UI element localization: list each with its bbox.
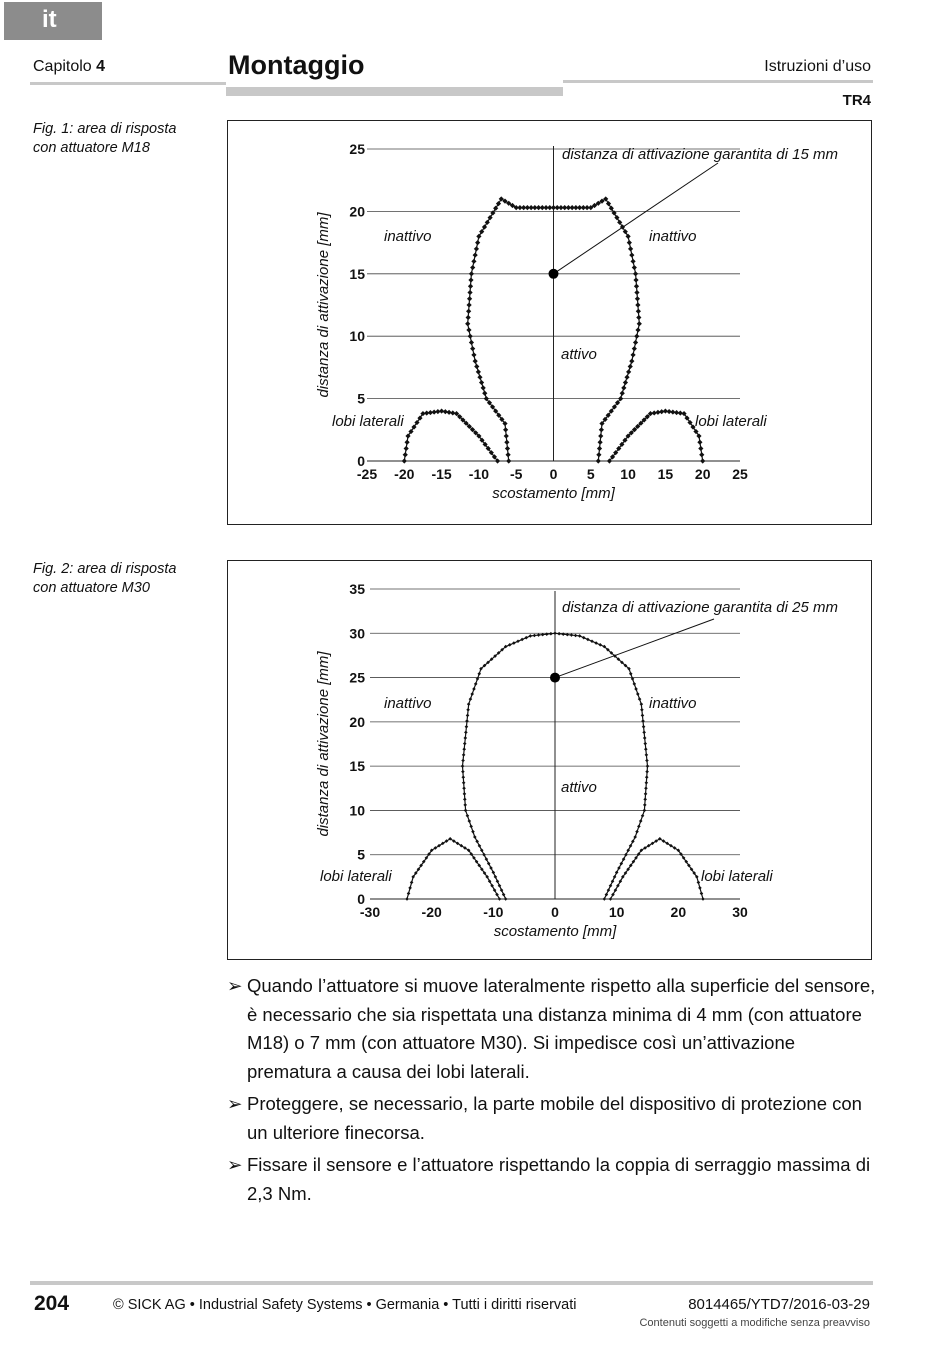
side-lobes-label: lobi laterali: [332, 413, 404, 430]
data-point: [632, 346, 637, 351]
data-point: [462, 753, 466, 757]
data-point: [533, 634, 537, 638]
data-point: [639, 819, 643, 823]
data-point: [467, 819, 471, 823]
data-point: [553, 631, 557, 635]
data-point: [633, 340, 638, 345]
arrow-bullet-icon: ➢: [227, 1154, 243, 1175]
data-point: [697, 881, 701, 885]
x-tick-label: 10: [620, 466, 636, 482]
data-point: [506, 452, 511, 457]
data-point: [598, 440, 603, 445]
data-point: [471, 352, 476, 357]
data-point: [700, 458, 705, 463]
data-point: [698, 886, 702, 890]
data-point: [629, 252, 634, 257]
data-point: [621, 385, 626, 390]
data-point: [465, 725, 469, 729]
data-point: [479, 380, 484, 385]
data-point: [645, 759, 649, 763]
data-point: [636, 315, 641, 320]
x-tick-label: -30: [359, 904, 381, 920]
chapter-label: Capitolo 4: [33, 58, 106, 75]
data-point: [620, 391, 625, 396]
data-point: [642, 725, 646, 729]
data-point: [404, 446, 409, 451]
x-tick-label: -10: [483, 904, 504, 920]
data-point: [482, 391, 487, 396]
data-point: [461, 775, 465, 779]
data-point: [599, 427, 604, 432]
data-point: [633, 271, 638, 276]
data-point: [462, 786, 466, 790]
data-point: [699, 452, 704, 457]
x-tick-label: 5: [586, 466, 595, 482]
data-point: [405, 897, 409, 901]
data-point: [463, 798, 467, 802]
data-point: [635, 830, 639, 834]
data-point: [462, 747, 466, 751]
data-point: [634, 284, 639, 289]
data-point: [590, 639, 594, 643]
data-point: [632, 265, 637, 270]
x-tick-label: 10: [608, 904, 625, 920]
y-tick-label: 0: [357, 891, 365, 907]
data-point: [644, 792, 648, 796]
y-axis-title: distanza di attivazione [mm]: [315, 212, 332, 398]
data-point: [508, 643, 512, 647]
data-point: [632, 682, 636, 686]
data-point: [464, 731, 468, 735]
data-point: [469, 825, 473, 829]
figure-2-caption: Fig. 2: area di risposta con attuatore M30: [33, 561, 177, 596]
annotation-leader-line: [555, 619, 714, 678]
y-tick-label: 25: [349, 141, 365, 157]
data-point: [469, 340, 474, 345]
y-tick-label: 0: [357, 453, 365, 469]
data-point: [644, 747, 648, 751]
data-point: [643, 798, 647, 802]
guaranteed-distance-label: distanza di attivazione garantita di 15 mm: [562, 146, 838, 163]
data-point: [640, 702, 644, 706]
chapter-number: 4: [96, 58, 106, 75]
page-number: 204: [34, 1292, 70, 1315]
data-point: [505, 446, 510, 451]
data-point: [617, 220, 622, 225]
y-tick-label: 5: [357, 846, 365, 863]
data-point: [637, 825, 641, 829]
y-tick-label: 35: [349, 581, 365, 597]
data-point: [466, 714, 470, 718]
data-point: [697, 440, 702, 445]
data-point: [464, 809, 468, 813]
data-point: [524, 636, 528, 640]
data-point: [477, 375, 482, 380]
data-point: [476, 369, 481, 374]
header-rule-right: [563, 80, 873, 83]
data-point: [485, 220, 490, 225]
data-point: [645, 781, 649, 785]
guaranteed-distance-point: [550, 673, 560, 683]
instruction-list: [227, 972, 877, 1212]
data-point: [574, 634, 578, 638]
data-point: [463, 742, 467, 746]
data-point: [474, 246, 479, 251]
data-point: [641, 719, 645, 723]
header-rule-left: [30, 82, 226, 85]
data-point: [637, 321, 642, 326]
disclaimer: Contenuti soggetti a modifiche senza preavviso: [639, 1317, 870, 1329]
data-point: [633, 277, 638, 282]
data-point: [471, 259, 476, 264]
inactive-label: inattivo: [384, 228, 432, 245]
x-tick-label: 20: [694, 466, 711, 482]
data-point: [404, 440, 409, 445]
data-point: [482, 224, 487, 229]
data-point: [634, 290, 639, 295]
annotation-leader-line: [554, 163, 719, 274]
y-tick-label: 15: [349, 265, 365, 282]
data-point: [643, 742, 647, 746]
data-point: [467, 702, 471, 706]
data-point: [611, 879, 615, 883]
header-rule-middle: [226, 87, 563, 96]
figure-1-chart: [228, 121, 871, 524]
y-tick-label: 15: [349, 758, 365, 775]
data-point: [586, 638, 590, 642]
data-point: [635, 327, 640, 332]
data-point: [634, 687, 638, 691]
data-point: [641, 814, 645, 818]
data-point: [603, 897, 607, 901]
y-tick-label: 25: [349, 669, 365, 686]
data-point: [609, 206, 614, 211]
data-point: [644, 786, 648, 790]
data-point: [506, 458, 511, 463]
data-point: [636, 692, 640, 696]
guaranteed-distance-point: [549, 269, 559, 279]
data-point: [468, 334, 473, 339]
data-point: [471, 830, 475, 834]
x-tick-label: -15: [431, 466, 452, 482]
x-axis-title: scostamento [mm]: [492, 485, 615, 502]
data-point: [475, 240, 480, 245]
data-point: [470, 346, 475, 351]
document-type: Istruzioni d’uso: [764, 58, 871, 75]
instruction-item: ➢ Proteggere, se necessario, la parte mobile del dispositivo di protezione con un ulteriore finecorsa.: [227, 1090, 877, 1147]
data-point: [629, 672, 633, 676]
data-point: [596, 452, 601, 457]
data-point: [614, 215, 619, 220]
instruction-item: ➢ Quando l’attuatore si muove lateralmente rispetto alla superficie del sensore, è necessario che sia rispettata una distanza minima di 4 mm (con attuatore M18) o 7 mm (con attuatore M30). Si impedisce così un’attivazione prematura a causa dei lobi laterali.: [227, 972, 877, 1086]
page-title: Montaggio: [228, 50, 365, 80]
data-point: [570, 633, 574, 637]
data-point: [461, 759, 465, 763]
data-point: [636, 309, 641, 314]
data-point: [504, 440, 509, 445]
x-tick-label: -20: [421, 904, 442, 920]
x-tick-label: -5: [509, 466, 523, 482]
data-point: [646, 764, 650, 768]
instruction-item: ➢ Fissare il sensore e l’attuatore rispettando la coppia di serraggio massima di 2,3 Nm.: [227, 1151, 877, 1208]
x-tick-label: -20: [394, 466, 415, 482]
data-point: [493, 206, 498, 211]
data-point: [624, 375, 629, 380]
data-point: [461, 770, 465, 774]
y-tick-label: 10: [349, 328, 365, 345]
copyright: © SICK AG • Industrial Safety Systems • Germania • Tutti i diritti riservati: [113, 1297, 577, 1313]
data-point: [537, 633, 541, 637]
data-point: [466, 708, 470, 712]
data-point: [466, 315, 471, 320]
data-point: [407, 892, 411, 896]
side-lobes-label: lobi laterali: [320, 868, 392, 885]
data-point: [582, 636, 586, 640]
data-point: [643, 736, 647, 740]
data-point: [477, 672, 481, 676]
y-tick-label: 10: [349, 802, 365, 819]
y-tick-label: 5: [357, 390, 365, 407]
data-point: [474, 364, 479, 369]
data-point: [626, 369, 631, 374]
data-point: [642, 731, 646, 735]
data-point: [466, 309, 471, 314]
data-point: [641, 714, 645, 718]
data-point: [628, 246, 633, 251]
document-code: 8014465/YTD7/2016-03-29: [688, 1296, 870, 1313]
data-point: [463, 792, 467, 796]
data-point: [635, 302, 640, 307]
data-point: [626, 234, 631, 239]
language-label: it: [42, 6, 57, 33]
data-point: [470, 265, 475, 270]
y-tick-label: 30: [349, 625, 365, 642]
data-point: [516, 639, 520, 643]
data-point: [402, 458, 407, 463]
x-tick-label: 0: [551, 904, 559, 920]
data-point: [474, 682, 478, 686]
data-point: [629, 359, 634, 364]
data-point: [467, 302, 472, 307]
series-line: [611, 839, 704, 899]
inactive-label: inattivo: [649, 695, 697, 712]
data-point: [467, 290, 472, 295]
data-point: [606, 201, 611, 206]
data-point: [463, 803, 467, 807]
data-point: [623, 380, 628, 385]
data-point: [578, 634, 582, 638]
figure-1-caption: Fig. 1: area di risposta con attuatore M18: [33, 121, 177, 156]
figure-2-frame: [227, 560, 872, 960]
x-tick-label: 30: [732, 904, 748, 920]
active-label: attivo: [561, 779, 597, 796]
data-point: [634, 334, 639, 339]
data-point: [623, 229, 628, 234]
data-point: [512, 641, 516, 645]
y-tick-label: 20: [349, 203, 365, 220]
y-tick-label: 20: [349, 713, 365, 730]
data-point: [638, 697, 642, 701]
figure-1-frame: [227, 120, 872, 525]
data-point: [609, 884, 613, 888]
x-tick-label: -25: [356, 466, 378, 482]
x-tick-label: -10: [468, 466, 490, 482]
active-label: attivo: [561, 346, 597, 363]
data-point: [598, 643, 602, 647]
data-point: [466, 327, 471, 332]
data-point: [597, 446, 602, 451]
data-point: [643, 809, 647, 813]
data-point: [628, 364, 633, 369]
data-point: [700, 892, 704, 896]
language-tab: [4, 2, 102, 40]
data-point: [598, 433, 603, 438]
guaranteed-distance-label: distanza di attivazione garantita di 25 mm: [562, 599, 838, 616]
x-tick-label: 15: [657, 466, 674, 482]
data-point: [473, 252, 478, 257]
product-name: TR4: [842, 92, 871, 109]
footer-rule: [30, 1281, 873, 1285]
data-point: [630, 259, 635, 264]
data-point: [643, 803, 647, 807]
data-point: [498, 884, 502, 888]
data-point: [503, 427, 508, 432]
data-point: [520, 638, 524, 642]
data-point: [504, 897, 508, 901]
data-point: [461, 764, 465, 768]
data-point: [698, 446, 703, 451]
data-point: [645, 770, 649, 774]
data-point: [529, 634, 533, 638]
side-lobes-label: lobi laterali: [695, 413, 767, 430]
data-point: [468, 277, 473, 282]
data-point: [466, 814, 470, 818]
series-line: [407, 839, 500, 899]
data-point: [408, 886, 412, 890]
data-point: [468, 284, 473, 289]
data-point: [549, 632, 553, 636]
data-point: [403, 452, 408, 457]
data-point: [481, 385, 486, 390]
inactive-label: inattivo: [649, 228, 697, 245]
data-point: [472, 687, 476, 691]
data-point: [557, 632, 561, 636]
arrow-bullet-icon: ➢: [227, 1093, 243, 1114]
data-point: [596, 458, 601, 463]
data-point: [496, 201, 501, 206]
y-axis-title: distanza di attivazione [mm]: [315, 651, 332, 837]
data-point: [465, 321, 470, 326]
arrow-bullet-icon: ➢: [227, 975, 243, 996]
data-point: [645, 753, 649, 757]
data-point: [469, 271, 474, 276]
x-tick-label: 20: [670, 904, 687, 920]
data-point: [496, 879, 500, 883]
data-point: [462, 781, 466, 785]
data-point: [465, 719, 469, 723]
data-point: [504, 433, 509, 438]
data-point: [479, 229, 484, 234]
data-point: [627, 240, 632, 245]
x-tick-label: 25: [732, 466, 748, 482]
data-point: [701, 897, 705, 901]
figure-2-chart: [228, 561, 871, 959]
inactive-label: inattivo: [384, 695, 432, 712]
data-point: [594, 641, 598, 645]
data-point: [635, 296, 640, 301]
data-point: [645, 775, 649, 779]
data-point: [410, 881, 414, 885]
data-point: [464, 736, 468, 740]
data-point: [640, 708, 644, 712]
data-point: [469, 697, 473, 701]
side-lobes-label: lobi laterali: [701, 868, 773, 885]
data-point: [630, 352, 635, 357]
data-point: [476, 234, 481, 239]
x-axis-title: scostamento [mm]: [493, 923, 617, 940]
data-point: [487, 215, 492, 220]
x-tick-label: 0: [549, 466, 558, 482]
data-point: [473, 359, 478, 364]
data-point: [470, 692, 474, 696]
data-point: [467, 296, 472, 301]
